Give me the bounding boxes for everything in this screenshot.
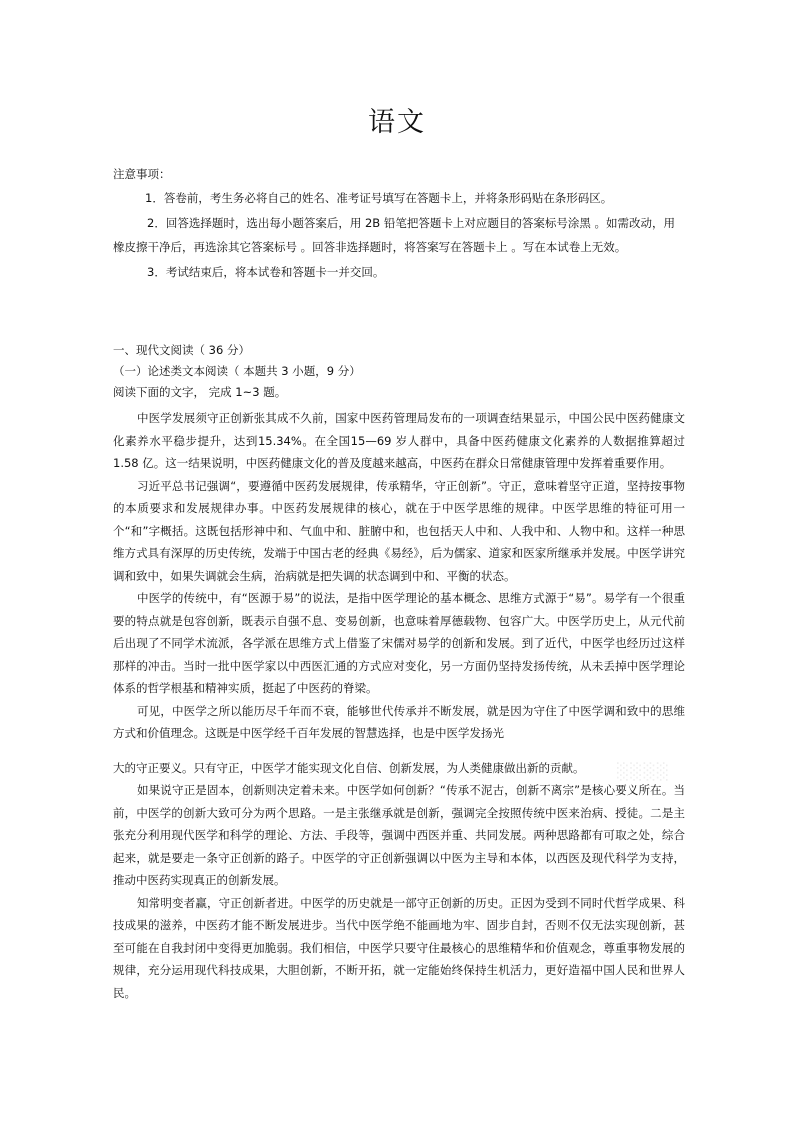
section-sub-title: （一）论述类文本阅读（ 本题共 3 小题，9 分）	[113, 364, 361, 378]
notice-item: 1．答卷前，考生务必将自己的姓名、准考证号填写在答题卡上，并将条形码贴在条形码区。	[145, 191, 613, 205]
watermark-mark: ░░░░	[617, 762, 671, 781]
notice-list	[113, 186, 685, 284]
article-paragraph: 大的守正要义。只有守正，中医学才能实现文化自信、创新发展，为人类健康做出新的贡献。	[113, 760, 585, 775]
article-paragraph: 习近平总书记强调“，要遵循中医药发展规律，传承精华，守正创新”。守正，意味着坚守正道，坚持按事物的本质要求和发展规律办事。中医药发展规律的核心，就在于中医学思维的规律。中医学思维的特征可用一个“和”字概括。这既包括形神中和、气血中和、脏腑中和，也包括天人中和、人我中和、人物中和。这样一种思维方式具有深厚的历史传统，发端于中国古老的经典《易经》，后为儒家、道家和医家所继承并发展。中医学讲究调和致中，如果失调就会生病，治病就是把失调的状态调到中和、平衡的状态。	[113, 478, 685, 583]
notice-item: 2．回答选择题时，选出每小题答案后，用 2B 铅笔把答题卡上对应题目的答案标号涂黑 。如需改动，用橡皮擦干净后，再选涂其它答案标号 。回答非选择题时，将答案写在答题卡上 。写在本试卷上无效。	[113, 215, 675, 254]
section-part-title: 一、现代文阅读（ 36 分）	[113, 343, 250, 357]
section-header	[113, 340, 685, 403]
article-paragraph: 中医学的传统中，有“医源于易”的说法，是指中医学理论的基本概念、思维方式源于“易”。易学有一个很重要的特点就是包容创新，既表示自强不息、变易创新，也意味着厚德载物、包容广大。中医学历史上，从元代前后出现了不同学术流派，各学派在思维方式上借鉴了宋儒对易学的创新和发展。到了近代，中医学也经历过这样那样的冲击。当时一批中医学家以中西医汇通的方式应对变化，另一方面仍坚持发扬传统，从未丢掉中医学理论体系的哲学根基和精神实质，挺起了中医药的脊梁。	[113, 591, 685, 695]
article-paragraph: 中医学发展须守正创新张其成不久前，国家中医药管理局发布的一项调查结果显示，中国公民中医药健康文化素养水平稳步提升，达到15.34%。在全国15—69 岁人群中，具备中医药健康文化素养的人数据推算超过1.58 亿。这一结果说明，中医药健康文化的普及度越来越高，中医药在群众日常健康管理中发挥着重要作用。	[113, 411, 685, 470]
notice-item: 3．考试结束后，将本试卷和答题卡一并交回。	[147, 264, 385, 279]
article-body	[113, 407, 685, 1004]
article-paragraph: 如果说守正是固本，创新则决定着未来。中医学如何创新？“传承不泥古，创新不离宗”是核心要义所在。当前，中医学的创新大致可分为两个思路。一是主张继承就是创新，强调完全按照传统中医来治病、授徒。二是主张充分利用现代医学和科学的理论、方法、手段等，强调中西医并重、共同发展。两种思路都有可取之处，综合起来，就是要走一条守正创新的路子。中医学的守正创新强调以中医为主导和本体，以西医及现代科学为支持，推动中医药实现真正的创新发展。	[113, 783, 685, 887]
page-title: 语文	[368, 107, 426, 138]
article-paragraph: 可见，中医学之所以能历尽千年而不衰，能够世代传承并不断发展，就是因为守住了中医学调和致中的思维方式和价值理念。这既是中医学经千百年发展的智慧选择，也是中医学发扬光	[113, 703, 685, 740]
notice-heading: 注意事项：	[113, 167, 171, 181]
reading-instruction: 阅读下面的文字， 完成 1~3 题。	[113, 385, 287, 399]
article-paragraph: 知常明变者赢，守正创新者进。中医学的历史就是一部守正创新的历史。正因为受到不同时代哲学成果、科技成果的滋养，中医药才能不断发展进步。当代中医学绝不能画地为牢、固步自封，否则不仅无法实现创新，甚至可能在自我封闭中变得更加脆弱。我们相信，中医学只要守住最核心的思维精华和价值观念，尊重事物发展的规律，充分运用现代科技成果，大胆创新，不断开拓，就一定能始终保持生机活力，更好造福中国人民和世界人民。	[113, 895, 685, 1000]
